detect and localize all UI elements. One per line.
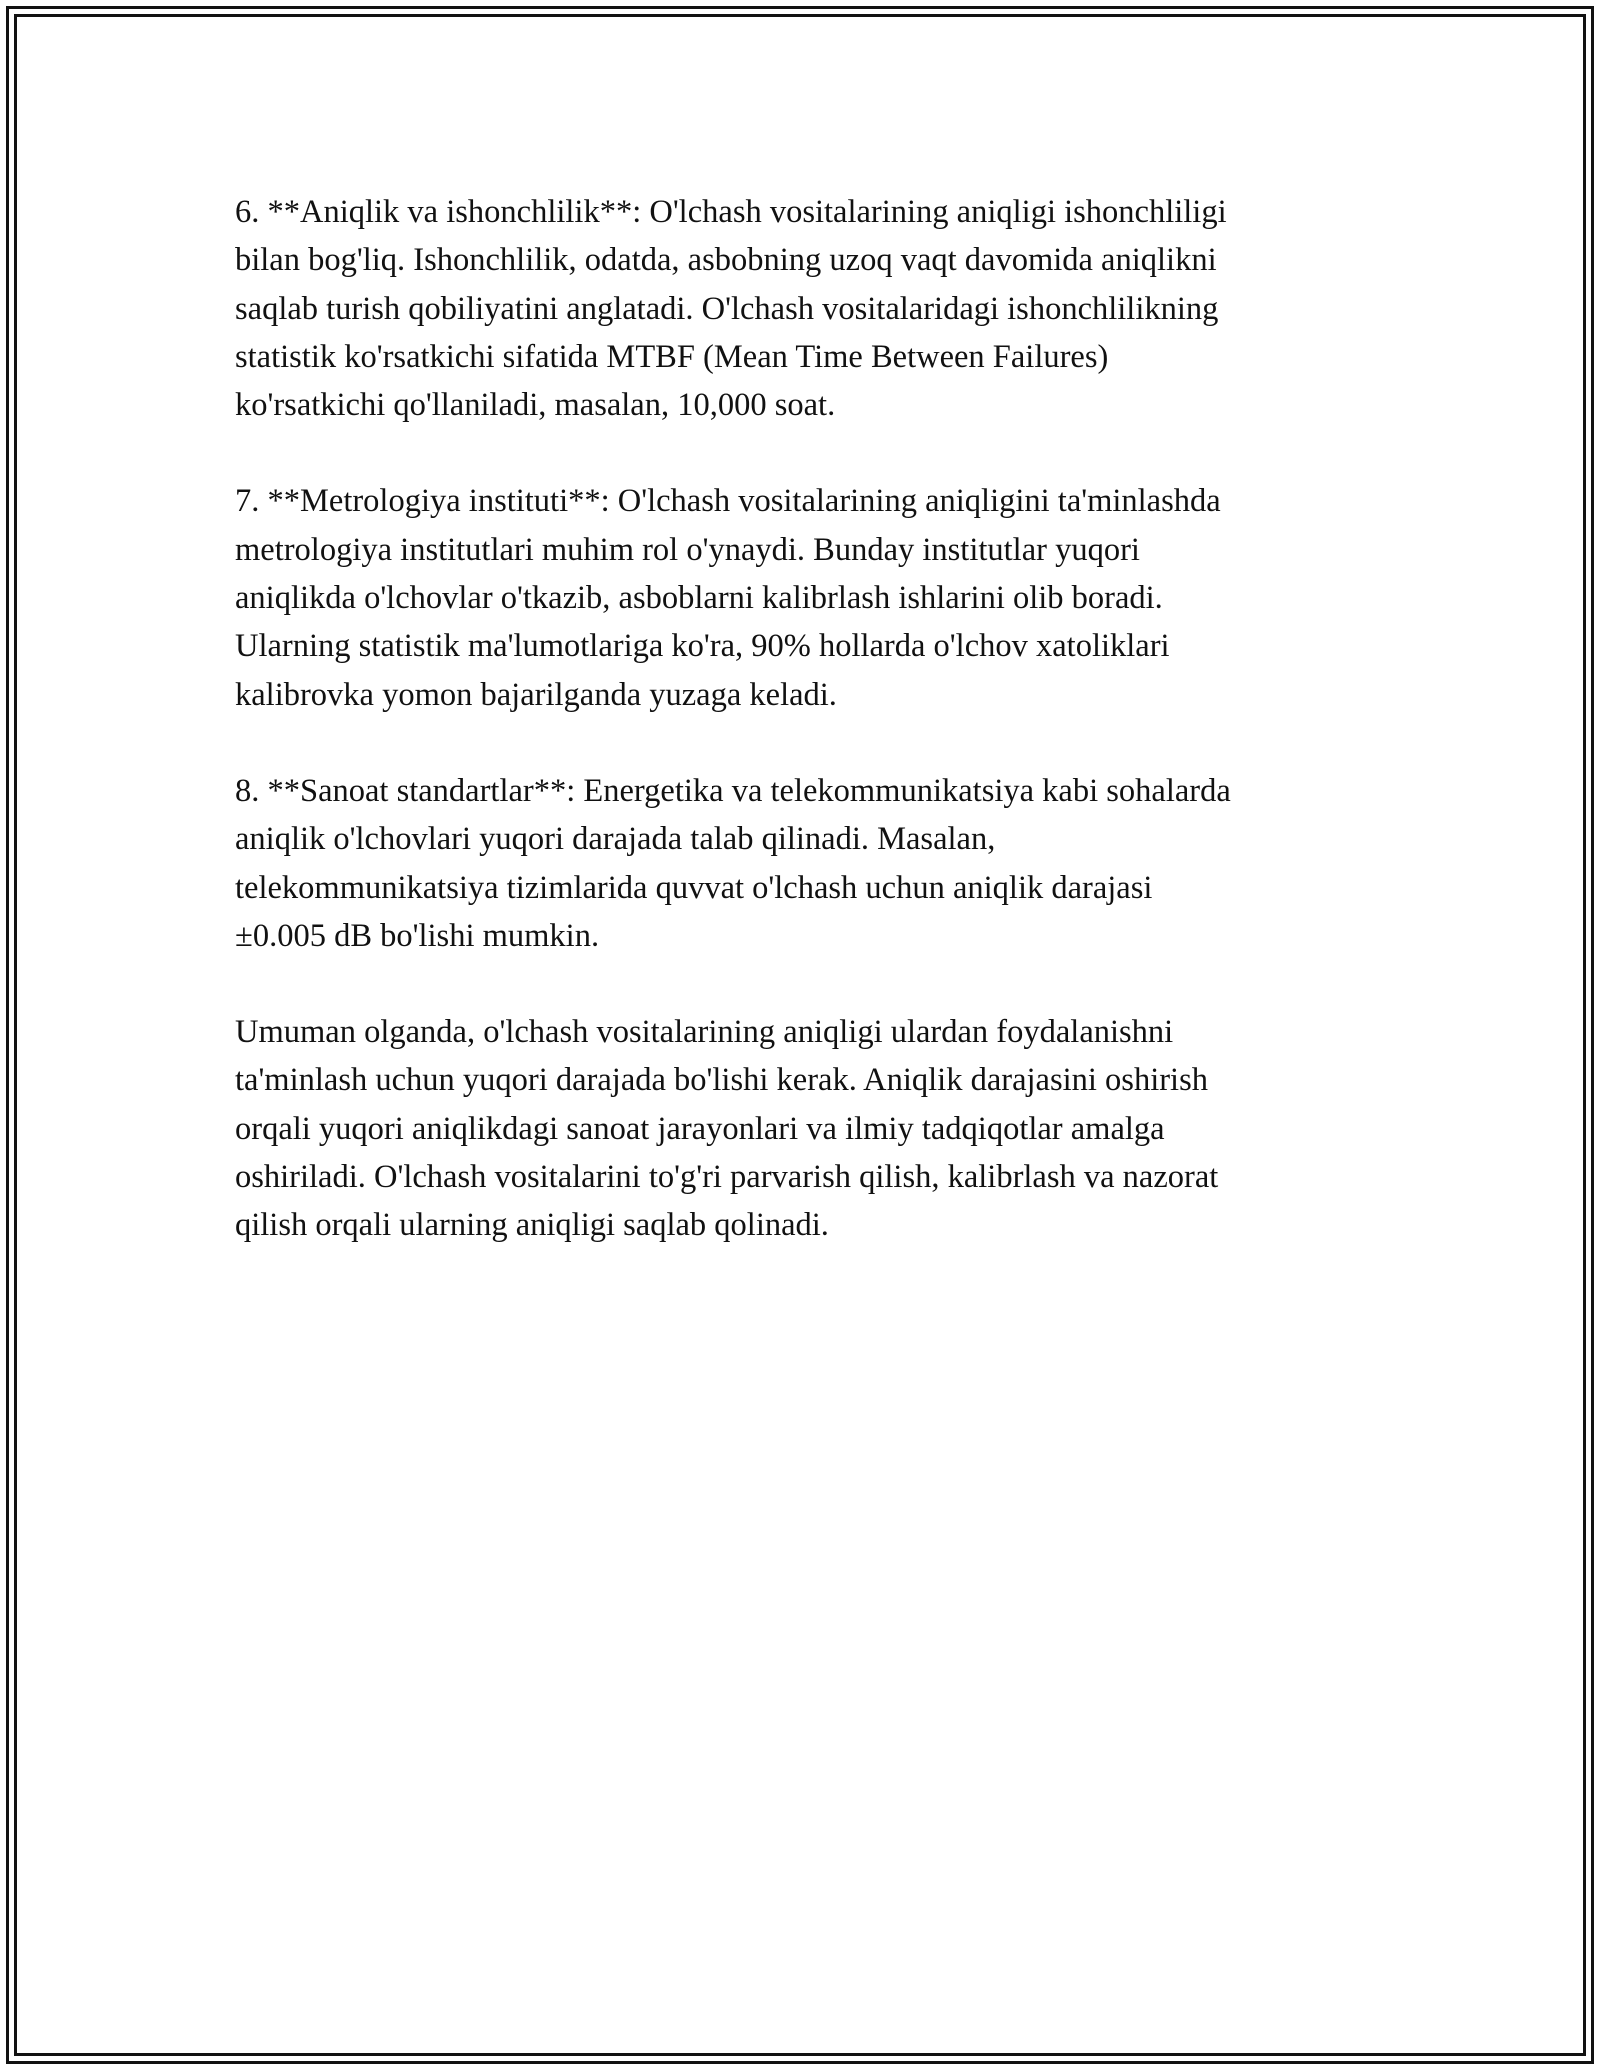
text-line: telekommunikatsiya tizimlarida quvvat o'lchash uchun aniqlik darajasi <box>235 869 1153 906</box>
text-line: saqlab turish qobiliyatini anglatadi. O'lchash vositalaridagi ishonchlilikning <box>235 290 1219 327</box>
text-line: statistik ko'rsatkichi sifatida MTBF (Mean Time Between Failures) <box>235 338 1109 375</box>
text-line: oshiriladi. O'lchash vositalarini to'g'ri parvarish qilish, kalibrlash va nazorat <box>235 1159 1219 1196</box>
text-line: metrologiya institutlari muhim rol o'ynaydi. Bunday institutlar yuqori <box>235 531 1140 568</box>
paragraph-conclusion <box>235 1008 1375 1249</box>
text-line: bilan bog'liq. Ishonchlilik, odatda, asbobning uzoq vaqt davomida aniqlikni <box>235 242 1217 279</box>
text-line: aniqlikda o'lchovlar o'tkazib, asboblarni kalibrlash ishlarini olib boradi. <box>235 580 1163 617</box>
paragraph-industry-standards <box>235 767 1375 960</box>
text-line: ta'minlash uchun yuqori darajada bo'lishi kerak. Aniqlik darajasini oshirish <box>235 1062 1208 1099</box>
text-line: orqali yuqori aniqlikdagi sanoat jarayonlari va ilmiy tadqiqotlar amalga <box>235 1110 1165 1147</box>
paragraph-metrology-institute <box>235 477 1375 718</box>
text-line: ±0.005 dB bo'lishi mumkin. <box>235 917 600 954</box>
text-line: ko'rsatkichi qo'llaniladi, masalan, 10,000 soat. <box>235 387 836 424</box>
text-line: 7. **Metrologiya instituti**: O'lchash vositalarining aniqligini ta'minlashda <box>235 483 1221 520</box>
text-line: aniqlik o'lchovlari yuqori darajada talab qilinadi. Masalan, <box>235 821 996 858</box>
text-line: Umuman olganda, o'lchash vositalarining aniqligi ulardan foydalanishni <box>235 1014 1174 1051</box>
text-line: 8. **Sanoat standartlar**: Energetika va telekommunikatsiya kabi sohalarda <box>235 772 1231 809</box>
text-line: qilish orqali ularning aniqligi saqlab qolinadi. <box>235 1207 829 1244</box>
text-line: 6. **Aniqlik va ishonchlilik**: O'lchash vositalarining aniqligi ishonchliligi <box>235 194 1227 230</box>
text-line: Ularning statistik ma'lumotlariga ko'ra, 90% hollarda o'lchov xatoliklari <box>235 628 1170 665</box>
text-line: kalibrovka yomon bajarilganda yuzaga keladi. <box>235 676 837 713</box>
document-body <box>235 188 1375 1298</box>
paragraph-accuracy-reliability <box>235 188 1375 429</box>
